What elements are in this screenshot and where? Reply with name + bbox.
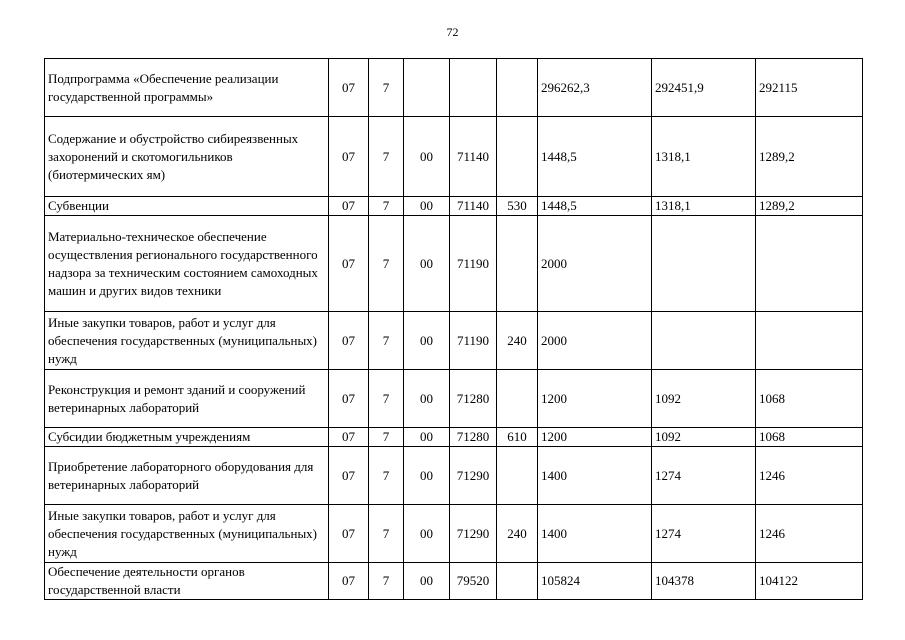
table-row <box>45 505 863 563</box>
amount-year-3 <box>756 216 863 312</box>
code-section: 07 <box>329 312 369 370</box>
row-name: Обеспечение деятельности органов государственной власти <box>45 563 329 600</box>
row-name: Приобретение лабораторного оборудования для ветеринарных лабораторий <box>45 447 329 505</box>
amount-year-3: 1289,2 <box>756 197 863 216</box>
code-direction: 71140 <box>450 117 497 197</box>
table-row <box>45 370 863 428</box>
code-subprogram: 00 <box>404 428 450 447</box>
code-program: 7 <box>369 563 404 600</box>
amount-year-2: 292451,9 <box>652 59 756 117</box>
amount-year-1: 105824 <box>538 563 652 600</box>
amount-year-2 <box>652 216 756 312</box>
code-section: 07 <box>329 428 369 447</box>
amount-year-1: 1200 <box>538 370 652 428</box>
code-section: 07 <box>329 563 369 600</box>
code-subprogram: 00 <box>404 197 450 216</box>
row-name: Реконструкция и ремонт зданий и сооружений ветеринарных лабораторий <box>45 370 329 428</box>
code-expense-type <box>497 563 538 600</box>
code-section: 07 <box>329 197 369 216</box>
amount-year-3: 1068 <box>756 428 863 447</box>
table-row <box>45 117 863 197</box>
amount-year-2 <box>652 312 756 370</box>
code-program: 7 <box>369 197 404 216</box>
row-name: Иные закупки товаров, работ и услуг для обеспечения государственных (муниципальных) нужд <box>45 312 329 370</box>
amount-year-2: 1274 <box>652 447 756 505</box>
amount-year-1: 296262,3 <box>538 59 652 117</box>
amount-year-1: 2000 <box>538 216 652 312</box>
code-direction: 71290 <box>450 447 497 505</box>
row-name: Содержание и обустройство сибиреязвенных захоронений и скотомогильников (биотермических ям) <box>45 117 329 197</box>
row-name: Субвенции <box>45 197 329 216</box>
code-section: 07 <box>329 370 369 428</box>
table-row <box>45 59 863 117</box>
code-program: 7 <box>369 59 404 117</box>
amount-year-2: 1092 <box>652 428 756 447</box>
table-row <box>45 197 863 216</box>
amount-year-3: 1289,2 <box>756 117 863 197</box>
amount-year-2: 104378 <box>652 563 756 600</box>
amount-year-1: 1448,5 <box>538 197 652 216</box>
row-name: Подпрограмма «Обеспечение реализации государственной программы» <box>45 59 329 117</box>
budget-table <box>44 58 863 600</box>
code-subprogram: 00 <box>404 216 450 312</box>
code-section: 07 <box>329 447 369 505</box>
row-name: Субсидии бюджетным учреждениям <box>45 428 329 447</box>
amount-year-2: 1092 <box>652 370 756 428</box>
code-subprogram: 00 <box>404 505 450 563</box>
code-section: 07 <box>329 117 369 197</box>
code-expense-type: 240 <box>497 505 538 563</box>
code-program: 7 <box>369 505 404 563</box>
code-direction: 79520 <box>450 563 497 600</box>
code-direction: 71190 <box>450 216 497 312</box>
code-direction: 71140 <box>450 197 497 216</box>
table-row <box>45 428 863 447</box>
amount-year-3: 1246 <box>756 447 863 505</box>
amount-year-1: 1448,5 <box>538 117 652 197</box>
code-subprogram: 00 <box>404 312 450 370</box>
row-name: Иные закупки товаров, работ и услуг для обеспечения государственных (муниципальных) нужд <box>45 505 329 563</box>
code-expense-type <box>497 370 538 428</box>
amount-year-3: 1246 <box>756 505 863 563</box>
code-program: 7 <box>369 428 404 447</box>
code-section: 07 <box>329 59 369 117</box>
code-direction: 71190 <box>450 312 497 370</box>
code-section: 07 <box>329 505 369 563</box>
amount-year-3: 1068 <box>756 370 863 428</box>
amount-year-2: 1318,1 <box>652 117 756 197</box>
code-expense-type: 530 <box>497 197 538 216</box>
table-row <box>45 563 863 600</box>
code-expense-type: 610 <box>497 428 538 447</box>
amount-year-1: 1400 <box>538 447 652 505</box>
amount-year-2: 1274 <box>652 505 756 563</box>
table-row <box>45 216 863 312</box>
amount-year-3 <box>756 312 863 370</box>
code-subprogram <box>404 59 450 117</box>
code-program: 7 <box>369 312 404 370</box>
row-name: Материально-техническое обеспечение осуществления регионального государственного надзора за техническим состоянием самоходных машин и других видов техники <box>45 216 329 312</box>
code-program: 7 <box>369 370 404 428</box>
amount-year-3: 292115 <box>756 59 863 117</box>
code-expense-type <box>497 216 538 312</box>
code-subprogram: 00 <box>404 563 450 600</box>
amount-year-1: 1400 <box>538 505 652 563</box>
code-program: 7 <box>369 117 404 197</box>
table-row <box>45 312 863 370</box>
amount-year-1: 2000 <box>538 312 652 370</box>
code-subprogram: 00 <box>404 117 450 197</box>
amount-year-2: 1318,1 <box>652 197 756 216</box>
code-program: 7 <box>369 447 404 505</box>
code-section: 07 <box>329 216 369 312</box>
page-number: 72 <box>446 25 459 39</box>
code-subprogram: 00 <box>404 447 450 505</box>
code-direction: 71290 <box>450 505 497 563</box>
table-row <box>45 447 863 505</box>
amount-year-1: 1200 <box>538 428 652 447</box>
code-expense-type <box>497 447 538 505</box>
code-direction: 71280 <box>450 370 497 428</box>
code-program: 7 <box>369 216 404 312</box>
code-subprogram: 00 <box>404 370 450 428</box>
code-expense-type: 240 <box>497 312 538 370</box>
code-expense-type <box>497 59 538 117</box>
code-expense-type <box>497 117 538 197</box>
code-direction <box>450 59 497 117</box>
amount-year-3: 104122 <box>756 563 863 600</box>
code-direction: 71280 <box>450 428 497 447</box>
